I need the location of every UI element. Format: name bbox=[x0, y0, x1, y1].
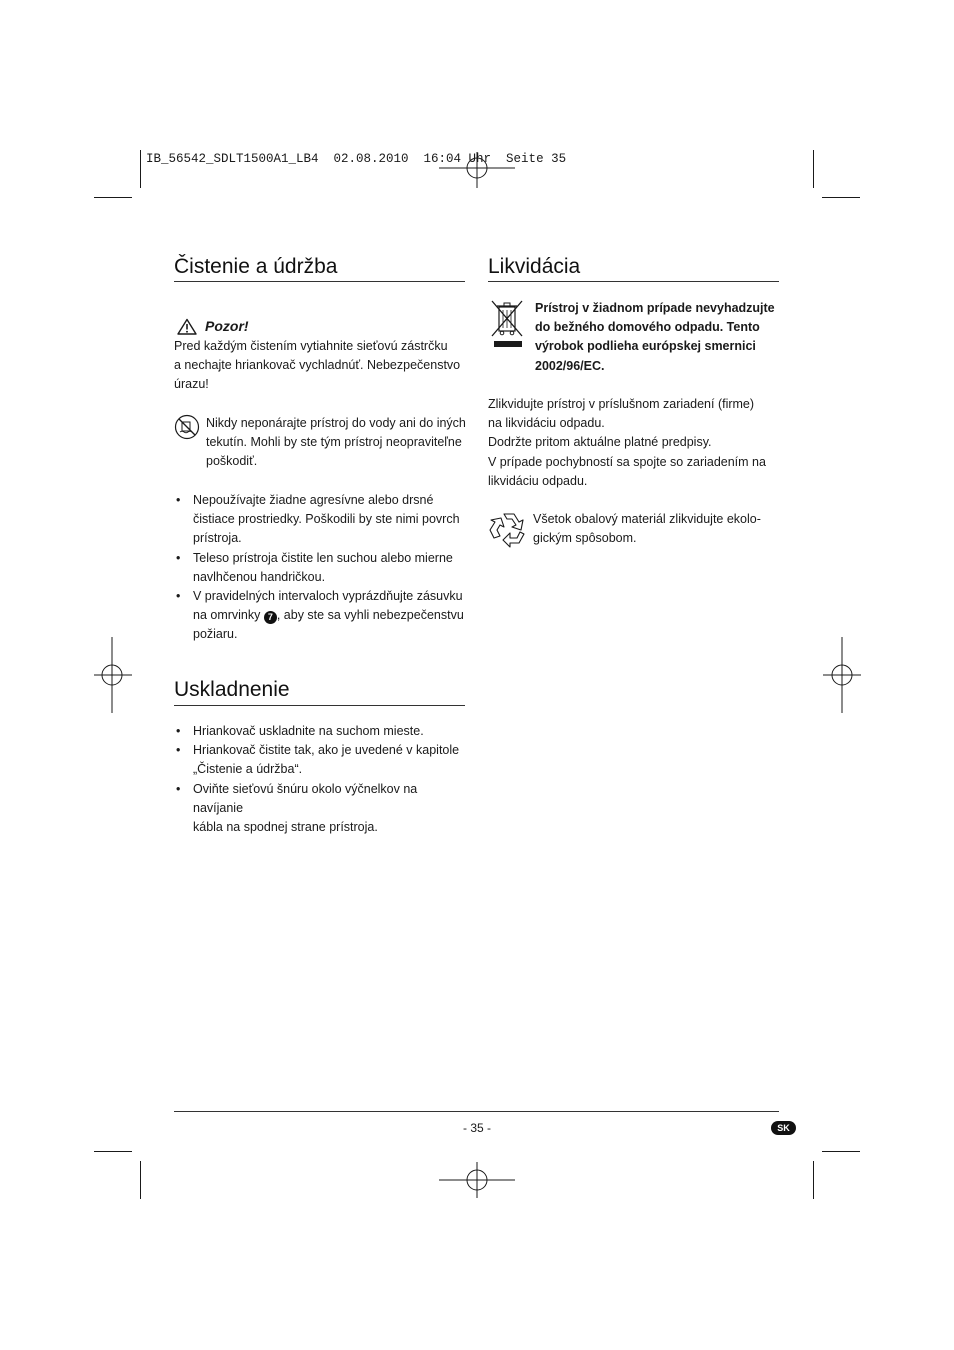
registration-mark-left bbox=[92, 636, 134, 714]
water-warning-line: Nikdy neponárajte prístroj do vody ani do iných bbox=[206, 416, 466, 430]
list-item-line bbox=[193, 606, 470, 625]
crop-mark bbox=[813, 1161, 814, 1199]
weee-notice-line: výrobok podlieha európskej smernici bbox=[535, 339, 756, 354]
language-badge: SK bbox=[771, 1121, 796, 1135]
disposal-line: V prípade pochybností sa spojte so zariadením na bbox=[488, 454, 766, 469]
list-item bbox=[175, 587, 470, 645]
caution-label: Pozor! bbox=[205, 318, 249, 334]
crop-mark bbox=[140, 150, 141, 188]
crop-mark bbox=[94, 1151, 132, 1152]
print-slug-line: IB_56542_SDLT1500A1_LB4 02.08.2010 16:04 Uhr Seite 35 bbox=[146, 152, 567, 166]
footer-rule bbox=[174, 1111, 779, 1112]
disposal-line: Zlikvidujte prístroj v príslušnom zariadení (firme) bbox=[488, 397, 755, 411]
caution-line: a nechajte hriankovač vychladnúť. Nebezpečenstvo bbox=[174, 358, 461, 373]
crop-mark bbox=[140, 1161, 141, 1199]
section-heading-disposal: Likvidácia bbox=[488, 255, 581, 278]
list-item-line: kábla na spodnej strane prístroja. bbox=[193, 820, 378, 835]
heading-rule bbox=[174, 281, 465, 282]
water-warning-text bbox=[206, 414, 466, 472]
section-heading-storage: Uskladnenie bbox=[174, 678, 290, 701]
list-item-line: čistiace prostriedky. Poškodili by ste nimi povrch bbox=[193, 512, 460, 527]
water-warning-line: poškodiť. bbox=[206, 454, 258, 469]
reference-number-badge: 7 bbox=[264, 611, 277, 624]
list-item-line: „Čistenie a údržba“. bbox=[193, 762, 303, 777]
list-item-line: požiaru. bbox=[193, 627, 238, 642]
list-item-line: • Nepoužívajte žiadne agresívne alebo drsné bbox=[193, 493, 434, 507]
crop-mark bbox=[822, 1151, 860, 1152]
crop-mark bbox=[813, 150, 814, 188]
list-item-line: • Hriankovač čistite tak, ako je uvedené v kapitole bbox=[193, 743, 460, 758]
recycle-line: Všetok obalový materiál zlikvidujte ekolo- bbox=[533, 512, 761, 526]
disposal-line: Dodržte pritom aktuálne platné predpisy. bbox=[488, 435, 712, 450]
caution-line: úrazu! bbox=[174, 377, 209, 392]
registration-mark-bottom bbox=[437, 1160, 517, 1200]
list-item-text: na omrvinky bbox=[193, 608, 264, 623]
registration-mark-right bbox=[821, 636, 863, 714]
weee-notice-line: 2002/96/EC. bbox=[535, 358, 605, 373]
crop-mark bbox=[94, 197, 132, 198]
water-warning-line: tekutín. Mohli by ste tým prístroj neopraviteľne bbox=[206, 435, 462, 450]
crop-mark bbox=[822, 197, 860, 198]
list-item bbox=[175, 549, 470, 587]
crossed-out-bin-icon bbox=[489, 298, 525, 350]
heading-rule bbox=[488, 281, 779, 282]
recycle-icon bbox=[489, 510, 529, 548]
page-number: - 35 - bbox=[462, 1121, 491, 1135]
weee-notice bbox=[535, 299, 775, 376]
weee-notice-line: Prístroj v žiadnom prípade nevyhadzujte bbox=[535, 301, 775, 315]
disposal-line: likvidáciu odpadu. bbox=[488, 473, 588, 488]
list-item-line: navlhčenou handričkou. bbox=[193, 569, 326, 584]
section-heading-cleaning: Čistenie a údržba bbox=[174, 255, 338, 278]
storage-bullet-list bbox=[175, 722, 470, 837]
recycle-line: gickým spôsobom. bbox=[533, 531, 637, 546]
caution-text bbox=[174, 337, 460, 395]
weee-notice-line: do bežného domového odpadu. Tento bbox=[535, 320, 760, 335]
cleaning-bullet-list bbox=[175, 491, 470, 645]
list-item-line: • Oviňte sieťovú šnúru okolo výčnelkov na navíjanie bbox=[193, 781, 418, 815]
heading-rule bbox=[174, 705, 465, 706]
disposal-instructions bbox=[488, 395, 766, 491]
list-item bbox=[175, 491, 470, 549]
list-item bbox=[175, 722, 470, 741]
caution-line: Pred každým čistením vytiahnite sieťovú zástrčku bbox=[174, 339, 448, 353]
no-immersion-icon bbox=[174, 414, 200, 440]
list-item-line: • V pravidelných intervaloch vyprázdňujte zásuvku bbox=[193, 589, 463, 604]
recycle-text bbox=[533, 510, 761, 548]
list-item-line: • Hriankovač uskladnite na suchom mieste. bbox=[193, 724, 424, 738]
disposal-line: na likvidáciu odpadu. bbox=[488, 416, 605, 431]
list-item-line: • Teleso prístroja čistite len suchou alebo mierne bbox=[193, 550, 453, 565]
list-item-line: prístroja. bbox=[193, 531, 242, 546]
list-item-text: , aby ste sa vyhli nebezpečenstvu bbox=[276, 608, 464, 623]
warning-triangle-icon bbox=[177, 318, 197, 335]
list-item bbox=[175, 780, 470, 838]
list-item bbox=[175, 741, 470, 779]
